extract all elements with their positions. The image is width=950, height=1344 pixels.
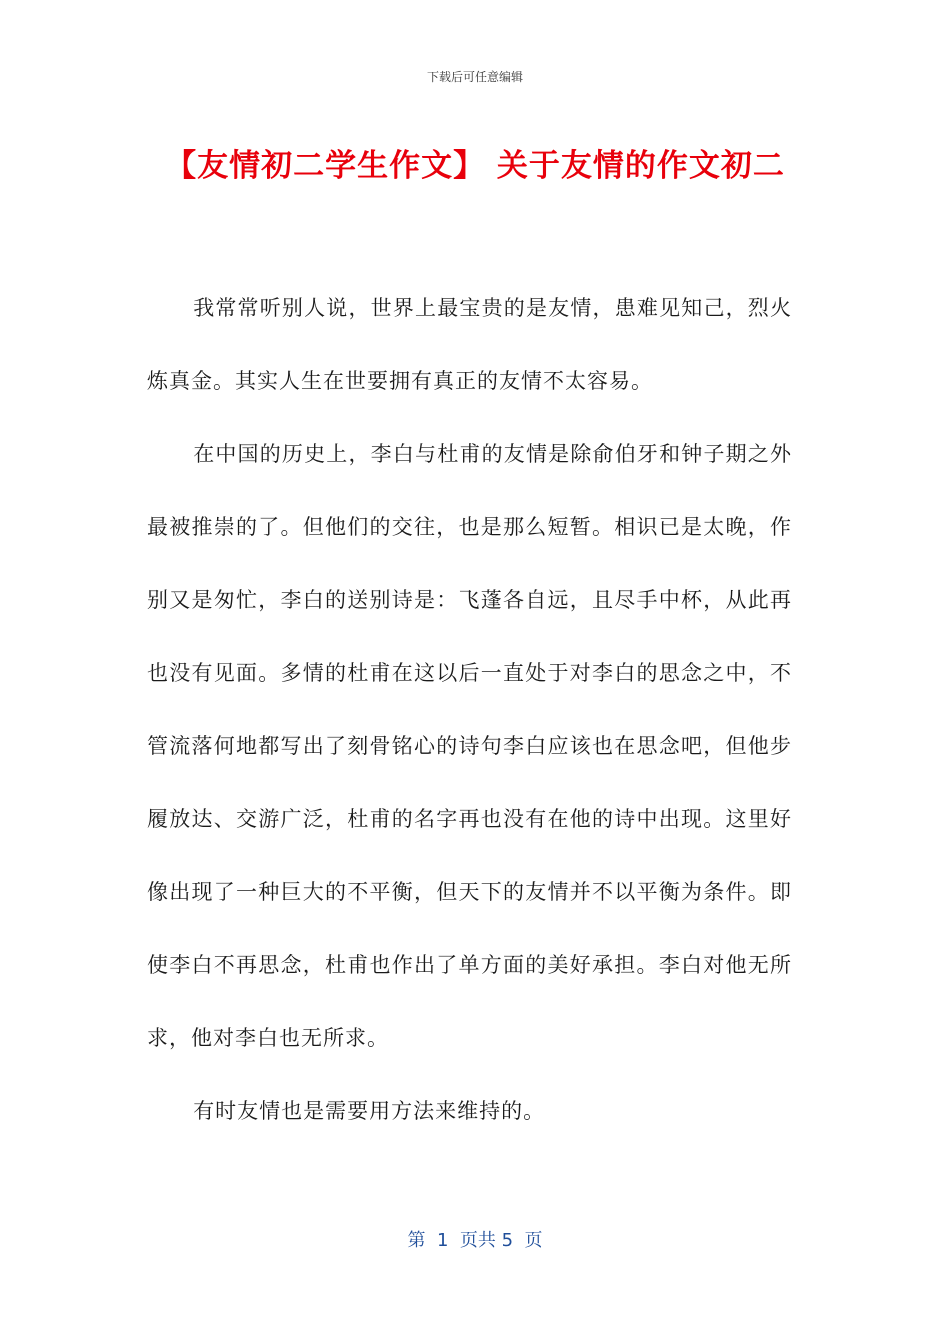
header-note: 下载后可任意编辑 <box>426 70 523 84</box>
page-footer: 第 1 页共 5 页 <box>407 1230 543 1251</box>
paragraph-1: 我常常听别人说，世界上最宝贵的是友情，患难见知己，烈火炼真金。其实人生在世要拥有真正的友情不太容易。 <box>147 296 792 393</box>
paragraph-3: 有时友情也是需要用方法来维持的。 <box>193 1099 546 1123</box>
article-body <box>147 272 792 1148</box>
paragraph-2: 在中国的历史上，李白与杜甫的友情是除俞伯牙和钟子期之外最被推崇的了。但他们的交往，也是那么短暂。相识已是太晚，作别又是匆忙，李白的送别诗是：飞蓬各自远，且尽手中杯，从此再也没有见面。多情的杜甫在这以后一直处于对李白的思念之中，不管流落何地都写出了刻骨铭心的诗句李白应该也在思念吧，但他步履放达、交游广泛，杜甫的名字再也没有在他的诗中出现。这里好像出现了一种巨大的不平衡，但天下的友情并不以平衡为条件。即使李白不再思念，杜甫也作出了单方面的美好承担。李白对他无所求，他对李白也无所求。 <box>147 442 792 1050</box>
page-title: 【友情初二学生作文】 关于友情的作文初二 <box>165 148 785 184</box>
